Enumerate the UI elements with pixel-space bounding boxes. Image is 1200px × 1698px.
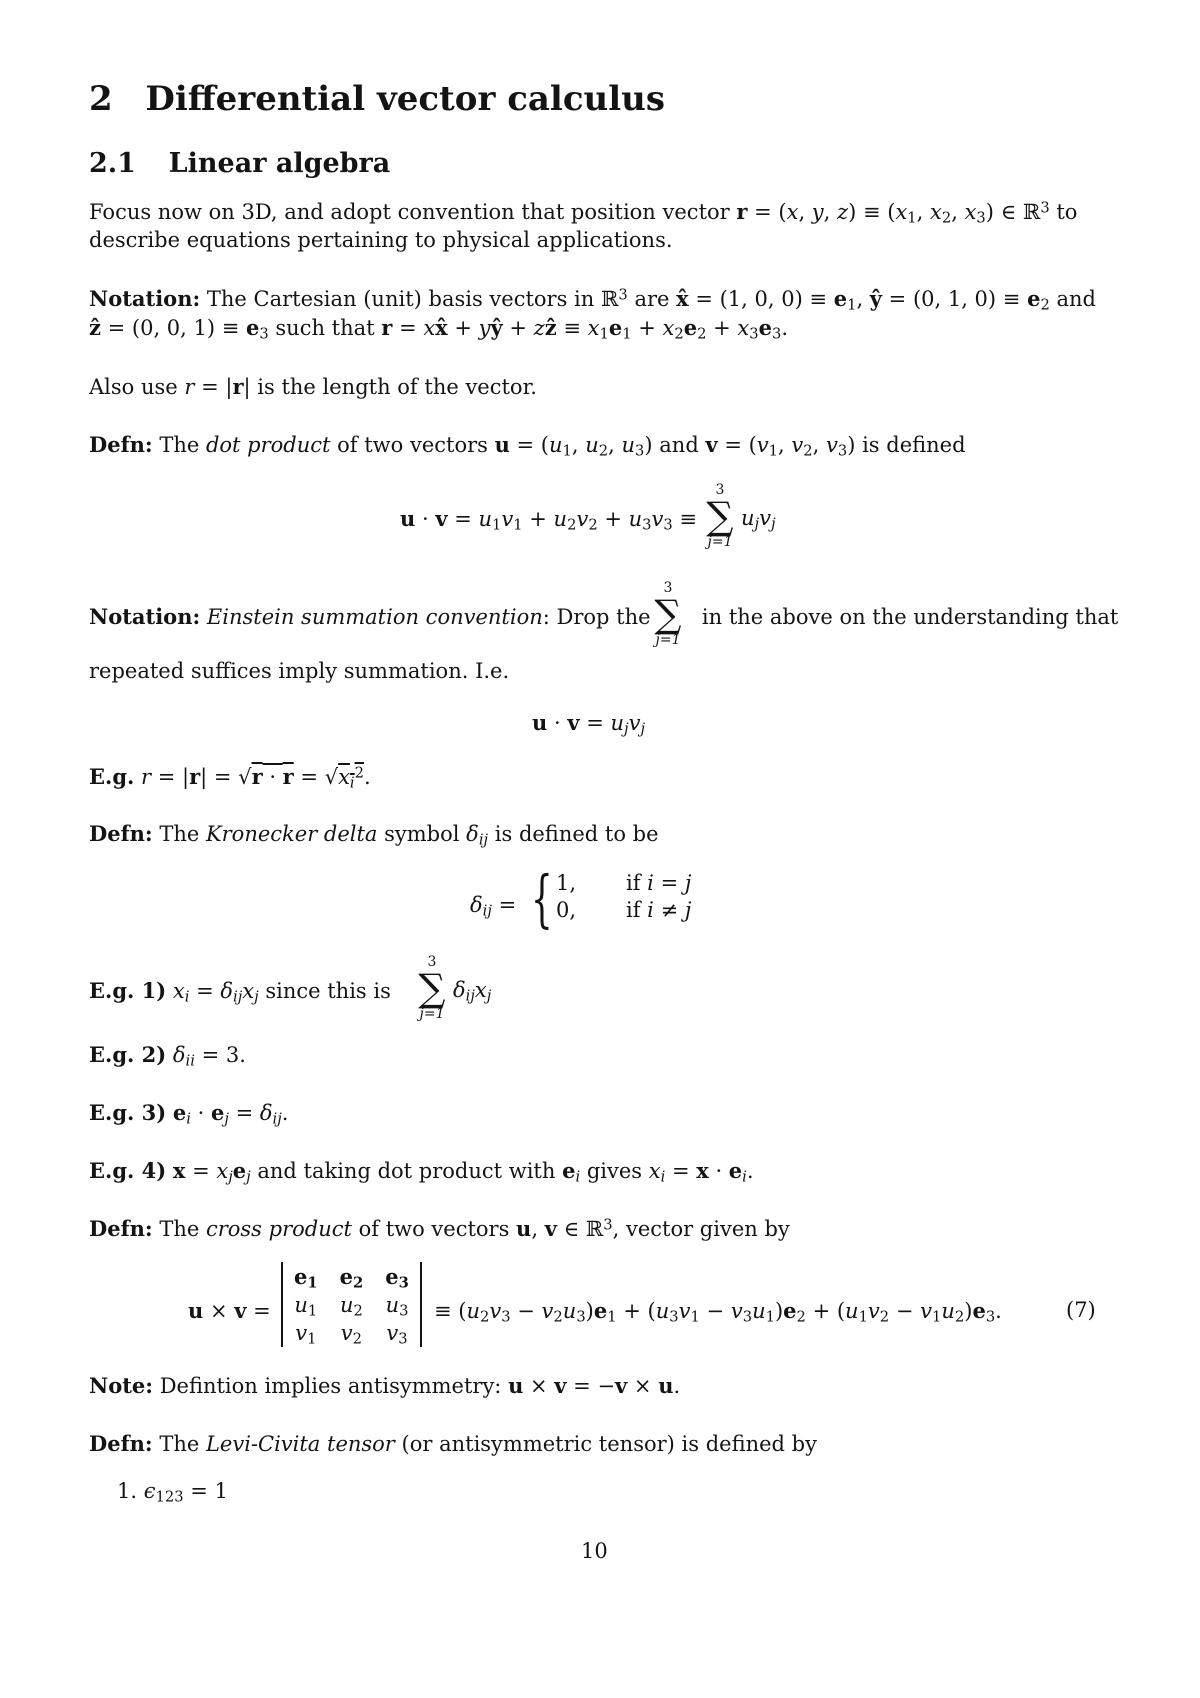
- determinant-matrix: $e_1$ $e_2$ $e_3$ $u_1$ $u_2$ $u_3$ $v_1$ $v_2$ $v_3$: [281, 1262, 422, 1347]
- example-4: E.g. 4) $x = x_je_j$ and taking dot product with $e_i$ gives $x_i = x \cdot e_i$.: [89, 1158, 754, 1186]
- example-1-sum-term: $\delta_{ij}x_j$: [453, 978, 492, 1005]
- kronecker-definition: Defn: The Kronecker delta symbol $\delta_{ij}$ is defined to be: [89, 821, 659, 849]
- basis-vectors-math: ℝ$^3$ are x̂ = (1, 0, $0) \equiv e_1$, ŷ = (0, 1, $0) \equiv e_2$: [600, 286, 1050, 314]
- note-label: Note:: [89, 1373, 154, 1398]
- section-number: 2: [89, 79, 113, 119]
- eg-label: E.g. 3): [89, 1100, 167, 1125]
- list-item: 1. $\epsilon_{123} = 1$: [117, 1479, 228, 1506]
- section-title: Differential vector calculus: [145, 79, 666, 119]
- eg-label: E.g. 2): [89, 1042, 167, 1067]
- position-expansion-math: r = xx̂ + yŷ + zẑ ≡ $x_1e_1 + x_2e_2 + x_3e_3$.: [381, 315, 789, 343]
- length-definition: Also use r = |r| is the length of the vector.: [89, 374, 537, 399]
- einstein-notation-line-2: repeated suffices imply summation. I.e.: [89, 659, 510, 683]
- eg-label: E.g.: [89, 764, 135, 789]
- example-2: E.g. 2) $\delta_{ii} = 3$.: [89, 1042, 246, 1070]
- kronecker-term: Kronecker delta: [205, 822, 378, 846]
- eg-label: E.g. 4): [89, 1158, 167, 1183]
- dot-product-term: dot product: [205, 433, 331, 457]
- cross-product-lhs: u × v =: [188, 1298, 271, 1323]
- einstein-equation: $u \cdot v = u_jv_j$: [532, 710, 645, 738]
- cross-product-term: cross product: [205, 1217, 352, 1241]
- kronecker-lhs: $\delta_{ij}$ =: [470, 893, 517, 920]
- example-length: E.g. $r = |r| = √r \cdot r = √x_i^2$.: [89, 764, 371, 792]
- dot-product-definition: Defn: The dot product of two vectors $u = (u_1$, $u_2$, $u_3$) and $v = (v_1$, $v_2$, $v_3$) is defined: [89, 432, 966, 460]
- example-3: E.g. 3) $e_i \cdot e_j = \delta_{ij}$.: [89, 1100, 289, 1128]
- summation-symbol: 3 ∑ j=1: [654, 580, 682, 648]
- intro-line-2: describe equations pertaining to physical applications.: [89, 228, 673, 252]
- subsection-title: Linear algebra: [168, 148, 391, 179]
- defn-label: Defn:: [89, 821, 153, 846]
- cross-product-expansion: ≡ $(u_2v_3 - v_2u_3)e_1 + (u_3v_1 - v_3u_1)e_2 + (u_1v_2 - v_1u_2)e_3$.: [434, 1298, 1002, 1326]
- levi-civita-definition: Defn: The Levi-Civita tensor (or antisymmetric tensor) is defined by: [89, 1431, 817, 1456]
- summation-symbol: 3 ∑ j=1: [418, 954, 446, 1022]
- example-1: E.g. 1) $x_i = \delta_{ij}x_j$ since this is: [89, 978, 391, 1006]
- intro-text: Focus now on 3D, and adopt convention that position vector: [89, 200, 737, 224]
- notation-label: Notation:: [89, 604, 201, 629]
- cross-product-definition: Defn: The cross product of two vectors u, v ∈ ℝ$^3$, vector given by: [89, 1216, 790, 1241]
- defn-label: Defn:: [89, 432, 153, 457]
- defn-label: Defn:: [89, 1431, 153, 1456]
- notation-basis-line-1: Notation: The Cartesian (unit) basis vectors in ℝ$^3$ are x̂ = (1, 0, $0) \equiv e_1$, ŷ = (0, 1, $0) \equiv e_2$ and: [89, 286, 1096, 314]
- equation-number: (7): [1066, 1298, 1096, 1322]
- notation-label: Notation:: [89, 286, 201, 311]
- dot-product-equation: $u \cdot v = u_1v_1 + u_2v_2 + u_3v_3$ ≡: [400, 506, 698, 534]
- notation-basis-line-2: ẑ = (0, 0, $1) \equiv e_3$ such that r = xx̂ + yŷ + zẑ ≡ $x_1e_1 + x_2e_2 + x_3e_3$.: [89, 315, 789, 343]
- levi-civita-term: Levi-Civita tensor: [205, 1432, 395, 1456]
- einstein-notation-line-1: Notation: Einstein summation convention: Drop the in the above on the understanding that: [89, 604, 1119, 629]
- subsection-heading: [89, 150, 390, 177]
- eg-label: E.g. 1): [89, 978, 167, 1003]
- summation-symbol: 3 ∑ j=1: [706, 482, 734, 550]
- einstein-term: Einstein summation convention: [206, 605, 543, 629]
- subsection-number: 2.1: [89, 148, 136, 179]
- cases-brace: {: [531, 862, 553, 935]
- position-vector-equation: r = (x, y, $z) \equiv (x_1$, $x_2$, $x_3$) ∈ ℝ$^3$: [736, 199, 1050, 227]
- dot-product-sum-term: $u_jv_j$: [741, 506, 776, 533]
- antisymmetry-note: Note: Defintion implies antisymmetry: u × v = −v × u.: [89, 1373, 681, 1398]
- defn-label: Defn:: [89, 1216, 153, 1241]
- kronecker-cases: 1, if i = j 0, if i ≠ j: [556, 871, 692, 922]
- page-number: 10: [581, 1539, 608, 1563]
- section-heading: [89, 79, 666, 119]
- list-marker: 1.: [117, 1479, 138, 1503]
- intro-line-1: Focus now on 3D, and adopt convention that position vector r = (x, y, $z) \equiv (x_1$, $x_2$, $x_3$) ∈ ℝ$^3$ to: [89, 199, 1078, 227]
